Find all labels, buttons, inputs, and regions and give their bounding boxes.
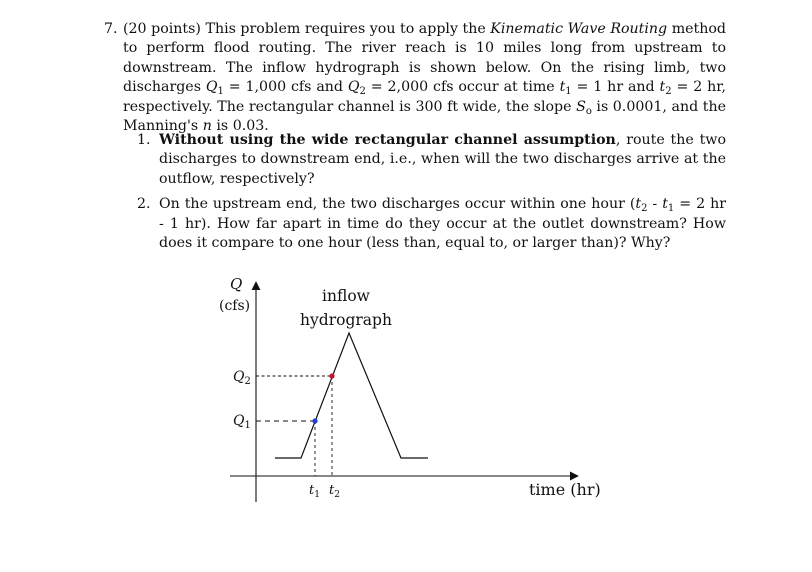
t2-symbol: t	[635, 196, 642, 213]
item-text: On the upstream end, the two discharges occur within one hour (	[159, 196, 636, 213]
t2-value: = 2 hr, respectively. The rectangular channel is 300 ft wide, the slope	[123, 79, 726, 115]
item-emphasis: Without using the wide rectangular channel assumption	[159, 132, 616, 148]
t1-subscript: 1	[667, 203, 675, 215]
problem-number: 7.	[104, 21, 118, 37]
figure-title-line1: inflow	[322, 287, 370, 305]
x-axis-label: time (hr)	[529, 480, 601, 499]
intro-text: (20 points) This problem requires you to apply the	[123, 21, 491, 37]
hydrograph-curve	[275, 333, 428, 458]
y-axis-symbol: Q	[230, 275, 243, 293]
q1-value: = 1,000 cfs and	[223, 79, 348, 96]
manning-symbol: n	[202, 118, 212, 135]
slope-subscript: o	[585, 105, 592, 117]
t1-subscript: 1	[565, 86, 572, 98]
item-text: -	[647, 196, 663, 213]
figure-title-line2: hydrograph	[300, 311, 392, 329]
t1-axis-label: $t_1$	[309, 483, 320, 500]
item-text: , route the two discharges to downstream end, i.e., when will the two discharges arrive at the outflow, respectively?	[159, 132, 726, 187]
t1-value: = 1 hr and	[571, 79, 660, 96]
t1-symbol: t	[662, 196, 668, 213]
q2-point	[329, 373, 334, 378]
q2-axis-label: $Q_2$	[233, 369, 251, 387]
t2-axis-label: $t_2$	[329, 483, 340, 500]
intro-text-2: method to perform flood routing. The river reach is 10 miles long from upstream to downstream. The inflow hydrograph is shown below. On the rising limb, two discharges	[123, 21, 727, 96]
t1-symbol: t	[559, 79, 566, 96]
y-axis-unit: (cfs)	[219, 298, 251, 314]
slope-symbol: S	[576, 98, 586, 115]
item-number: 1.	[137, 132, 151, 148]
item-text: = 2 hr - 1 hr). How far apart in time do they occur at the outlet downstream? How does it compare to one hour (less than, equal to, or larger than)? Why?	[159, 196, 726, 252]
q1-axis-label: $Q_1$	[233, 413, 251, 431]
q2-value: = 2,000 cfs occur at time	[365, 79, 560, 96]
q2-symbol: Q	[347, 79, 360, 96]
item-number: 2.	[137, 196, 151, 213]
q1-subscript: 1	[217, 86, 224, 98]
q1-symbol: Q	[205, 79, 218, 96]
manning-value: is 0.03.	[211, 118, 269, 135]
method-name: Kinematic Wave Routing	[490, 21, 668, 37]
q2-subscript: 2	[359, 86, 366, 98]
t2-symbol: t	[659, 79, 666, 96]
t2-subscript: 2	[665, 86, 672, 98]
t2-subscript: 2	[641, 203, 648, 215]
slope-value: is 0.0001, and the Manning's	[123, 98, 726, 135]
q1-point	[312, 418, 317, 423]
